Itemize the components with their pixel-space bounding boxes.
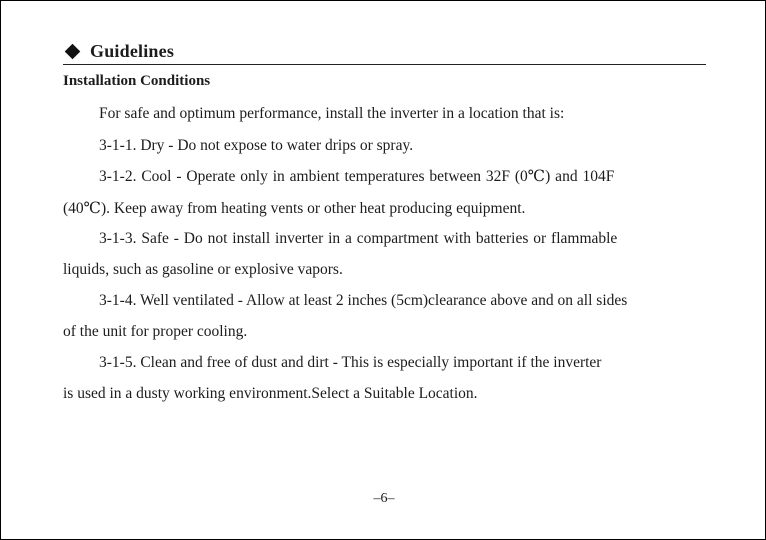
condition-safe: 3-1-3. Safe - Do not install inverter in a compartment with batteries or flammable (99, 230, 618, 247)
intro-line: For safe and optimum performance, install the inverter in a location that is: (99, 105, 565, 122)
condition-cool-continued: (40℃). Keep away from heating vents or other heat producing equipment. (63, 200, 526, 217)
section-title: Guidelines (90, 40, 175, 61)
condition-safe-continued: liquids, such as gasoline or explosive vapors. (63, 261, 343, 278)
condition-dry: 3-1-1. Dry - Do not expose to water drips or spray. (99, 137, 414, 154)
page-number: –6– (373, 491, 395, 506)
heading-divider (63, 64, 706, 65)
condition-ventilated: 3-1-4. Well ventilated - Allow at least 2 inches (5cm)clearance above and on all sides (99, 292, 628, 309)
subsection-title: Installation Conditions (63, 73, 211, 89)
section-heading (64, 39, 174, 63)
condition-ventilated-continued: of the unit for proper cooling. (63, 323, 248, 340)
condition-clean: 3-1-5. Clean and free of dust and dirt - This is especially important if the inverter (99, 354, 602, 371)
diamond-bullet-icon (65, 43, 81, 59)
condition-cool: 3-1-2. Cool - Operate only in ambient temperatures between 32F (0℃) and 104F (99, 168, 615, 185)
condition-clean-continued: is used in a dusty working environment.Select a Suitable Location. (63, 385, 478, 402)
